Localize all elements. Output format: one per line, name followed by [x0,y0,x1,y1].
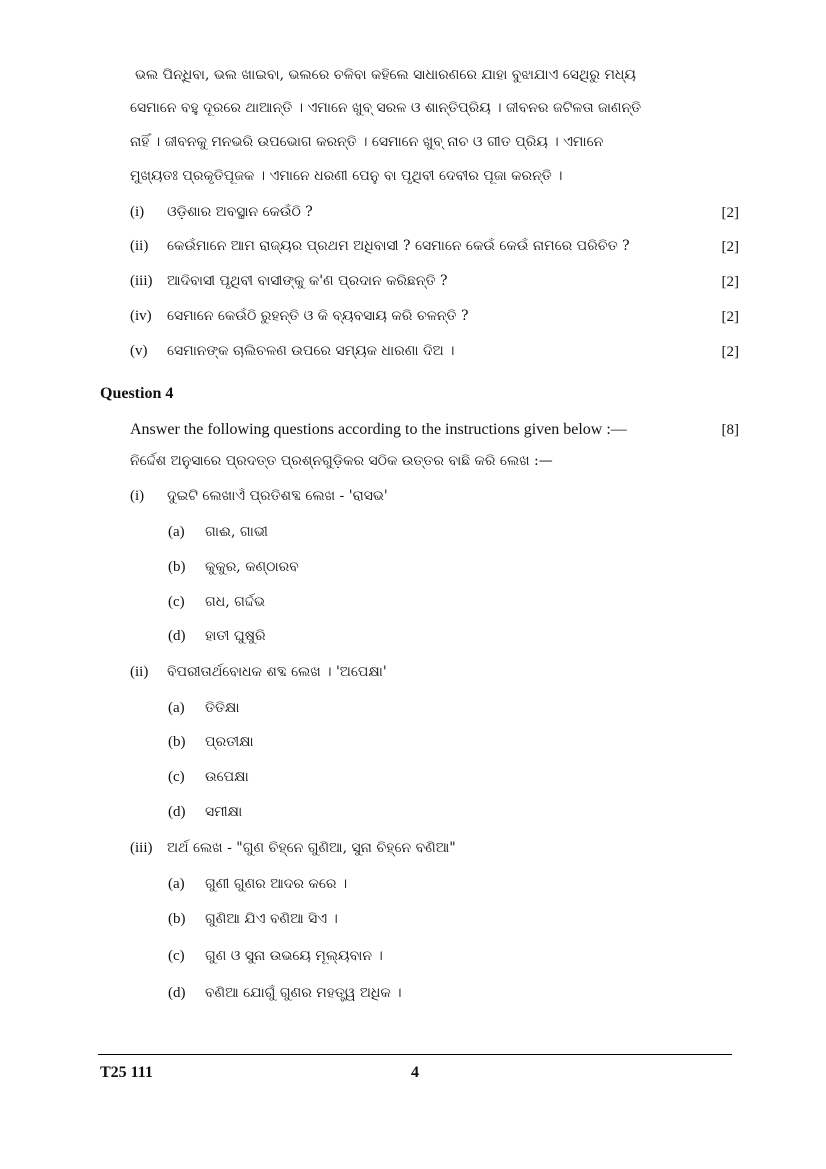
q4-part-2-option-c-label: (c) [168,769,185,785]
q3-item-2-marks: [2] [721,239,739,255]
q3-item-5-text: ସେମାନଙ୍କ ଚାଲିଚଳଣ ଉପରେ ସମ୍ୟକ ଧାରଣା ଦିଅ । [167,343,455,359]
q3-item-5-marks: [2] [721,344,739,360]
passage-line-3: ନାହିଁ । ଜୀବନକୁ ମନଭରି ଉପଭୋଗ କରନ୍ତି । ସେମାନେ ଖୁବ୍ ନାଚ ଓ ଗୀତ ପ୍ରିୟ । ଏମାନେ [130,134,604,150]
q4-part-3-option-b-text: ଗୁଣିଆ ଯିଏ ବଣିଆ ସିଏ । [205,911,338,927]
q4-part-3-option-d-label: (d) [168,985,186,1001]
q4-part-2-option-d-label: (d) [168,804,186,820]
q4-part-2-option-d-text: ସମୀକ୍ଷା [205,804,243,820]
q3-item-3-marks: [2] [721,274,739,290]
q4-part-3-option-c-label: (c) [168,948,185,964]
q4-part-2-option-a-label: (a) [168,700,185,716]
q4-part-2-number: (ii) [130,664,149,680]
q4-part-3-option-a-text: ଗୁଣୀ ଗୁଣର ଆଦର କରେ । [205,876,348,892]
q3-item-1-number: (i) [130,204,145,220]
q3-item-4-marks: [2] [721,309,739,325]
q3-item-1-marks: [2] [721,205,739,221]
q4-instruction-english: Answer the following questions according to the instructions given below :— [130,421,627,438]
q4-part-3-option-a-label: (a) [168,876,185,892]
q4-part-2-option-b-text: ପ୍ରତୀକ୍ଷା [205,734,254,750]
q4-part-1-number: (i) [130,488,145,504]
q3-item-4-number: (iv) [130,308,152,324]
q3-item-2-text: କେଉଁମାନେ ଆମ ରାଜ୍ୟର ପ୍ରଥମ ଅଧିବାସୀ ? ସେମାନେ କେଉଁ କେଉଁ ନାମରେ ପରିଚିତ ? [167,238,630,254]
q3-item-2-number: (ii) [130,238,149,254]
footer-divider [98,1054,732,1055]
question-4-heading: Question 4 [100,385,174,402]
q4-part-2-option-a-text: ତିତିକ୍ଷା [205,700,240,716]
q4-part-1-option-c-text: ଗଧ, ଗର୍ଦ୍ଦଭ [205,594,265,610]
q3-item-5-number: (v) [130,343,148,359]
q3-item-4-text: ସେମାନେ କେଉଁଠି ରୁହନ୍ତି ଓ କି ବ୍ୟବସାୟ କରି ଚଳନ୍ତି ? [167,308,469,324]
footer-page-number: 4 [411,1064,419,1081]
q4-part-3-number: (iii) [130,840,153,856]
q4-part-1-text: ଦୁଇଟି ଲେଖାଏଁ ପ୍ରତିଶବ୍ଦ ଲେଖ - 'ରାସଭ' [167,488,388,504]
q4-part-1-option-a-label: (a) [168,524,185,540]
q4-part-1-option-d-text: ହାତୀ ଘୁଷୁରି [205,628,266,644]
q4-instruction-marks: [8] [721,422,739,438]
q4-part-2-option-c-text: ଉପେକ୍ଷା [205,769,249,785]
q4-part-2-text: ବିପରୀତାର୍ଥବୋଧକ ଶବ୍ଦ ଲେଖ । 'ଅପେକ୍ଷା' [167,664,387,680]
q4-part-3-option-b-label: (b) [168,911,186,927]
passage-line-2: ସେମାନେ ବହୁ ଦୂରରେ ଥାଆନ୍ତି । ଏମାନେ ଖୁବ୍ ସରଳ ଓ ଶାନ୍ତିପ୍ରିୟ । ଜୀବନର ଜଟିଳତା ଜାଣନ୍ତି [130,100,642,116]
footer-paper-code: T25 111 [100,1064,153,1081]
q4-part-1-option-a-text: ଗାଈ, ଗାଭୀ [205,524,268,540]
q4-part-3-option-d-text: ବଣିଆ ଯୋଗୁଁ ଗୁଣର ମହତ୍ତ୍ୱ ଅଧିକ । [205,985,402,1001]
q4-instruction-odia: ନିର୍ଦ୍ଦେଶ ଅନୁସାରେ ପ୍ରଦତ୍ତ ପ୍ରଶ୍ନଗୁଡ଼ିକର ସଠିକ ଉତ୍ତର ବାଛି କରି ଲେଖ :— [130,453,553,469]
q4-part-3-option-c-text: ଗୁଣ ଓ ସୁନା ଉଭୟେ ମୂଲ୍ୟବାନ । [205,948,383,964]
q4-part-1-option-d-label: (d) [168,628,186,644]
q3-item-3-text: ଆଦିବାସୀ ପୃଥିବୀ ବାସୀଙ୍କୁ କ'ଣ ପ୍ରଦାନ କରିଛନ୍ତି ? [167,273,448,289]
q4-part-3-text: ଅର୍ଥ ଲେଖ - "ଗୁଣ ଚିହ୍ନେ ଗୁଣିଆ, ସୁନା ଚିହ୍ନେ ବଣିଆ" [167,840,456,856]
passage-line-1: ଭଲ ପିନ୍ଧିବା, ଭଲ ଖାଇବା, ଭଲରେ ଚଳିବା କହିଲେ ସାଧାରଣରେ ଯାହା ବୁଝାଯାଏ ସେଥିରୁ ମଧ୍ୟ [135,67,636,83]
q3-item-1-text: ଓଡ଼ିଶାର ଅବସ୍ଥାନ କେଉଁଠି ? [167,204,313,220]
q3-item-3-number: (iii) [130,273,153,289]
q4-part-1-option-b-text: କୁକୁର, କଣ୍ଠାରବ [205,559,299,575]
q4-part-1-option-b-label: (b) [168,559,186,575]
passage-line-4: ମୁଖ୍ୟତଃ ପ୍ରକୃତିପୂଜକ । ଏମାନେ ଧରଣୀ ପେନୁ ବା ପୃଥିବୀ ଦେବୀର ପୂଜା କରନ୍ତି । [130,168,563,184]
q4-part-1-option-c-label: (c) [168,594,185,610]
q4-part-2-option-b-label: (b) [168,734,186,750]
